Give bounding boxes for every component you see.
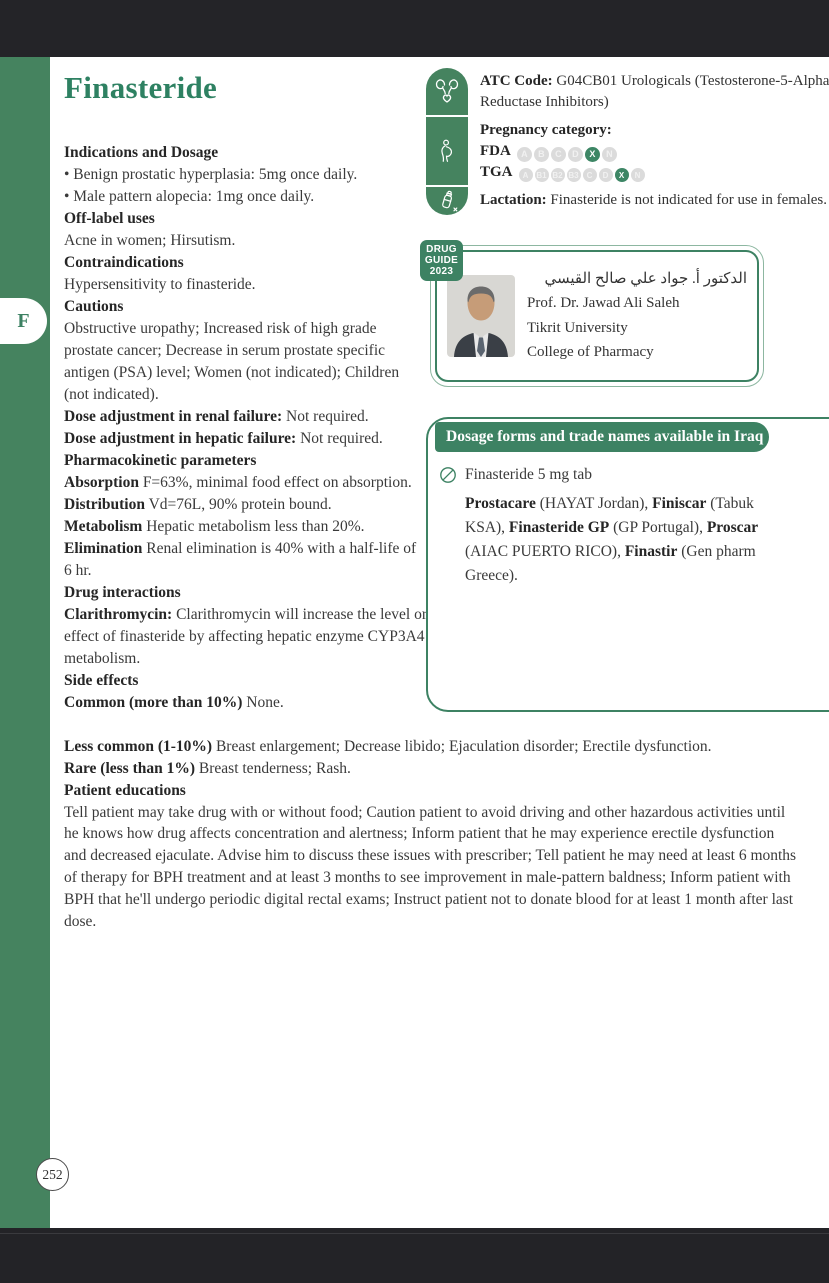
tga-category-d: D [599, 168, 613, 182]
metabolism-line [64, 516, 427, 538]
two-column-area [64, 72, 829, 736]
trade-supplier-1: (HAYAT Jordan), [535, 494, 653, 512]
indication-line-2: • Male pattern alopecia: 1mg once daily. [64, 187, 315, 205]
trade-supplier-5: (Gen pharm Greece). [465, 542, 756, 584]
badge-line-1: DRUG [426, 243, 457, 255]
pregnancy-heading: Pregnancy category: [480, 121, 612, 138]
lactation-block [480, 187, 829, 215]
pregnant-woman-icon [426, 117, 468, 185]
dosage-forms-box [426, 417, 829, 712]
metabolism-value: Hepatic metabolism less than 20%. [142, 517, 365, 535]
tga-category-row [480, 162, 829, 183]
author-details [527, 267, 747, 365]
elimination-value: Renal elimination is 40% with a half-life of 6 hr. [64, 539, 417, 579]
alphabet-tab-letter: F [17, 309, 30, 332]
trade-brand-3: Finasteride GP [508, 518, 610, 536]
tga-category-b2: B2 [551, 168, 565, 182]
renal-adjustment-label: Dose adjustment in renal failure: [64, 407, 283, 425]
fda-label: FDA [480, 142, 511, 159]
fda-category-row [480, 141, 829, 162]
tablet-icon [439, 466, 457, 484]
trade-brand-4: Proscar [706, 518, 759, 536]
tga-label: TGA [480, 163, 513, 180]
clarithromycin-label: Clarithromycin: [64, 605, 173, 623]
author-name-arabic: الدكتور أ. جواد علي صالح القيسي [544, 270, 747, 287]
fda-category-c: C [551, 147, 566, 162]
badge-line-3: 2023 [429, 265, 454, 277]
page-number: 252 [42, 1166, 63, 1182]
trade-names-paragraph [465, 492, 775, 588]
rare-label: Rare (less than 1%) [64, 759, 196, 777]
trade-supplier-3: (GP Portugal), [609, 518, 707, 536]
tga-category-b1: B1 [535, 168, 549, 182]
kidneys-icon [426, 68, 468, 115]
trade-brand-5: Finastir [624, 542, 678, 560]
author-profile-card-inner [435, 250, 759, 382]
common-side-effects-line [64, 692, 427, 714]
section-heading-indications: Indications and Dosage [64, 143, 219, 161]
distribution-line [64, 494, 427, 516]
page-title: Finasteride [64, 70, 218, 105]
section-heading-side-effects: Side effects [64, 671, 139, 689]
rare-value: Breast tenderness; Rash. [195, 759, 351, 777]
drug-info-grid [426, 68, 829, 215]
less-common-value: Breast enlargement; Decrease libido; Ejaculation disorder; Erectile dysfunction. [212, 737, 712, 755]
absorption-label: Absorption [64, 473, 139, 491]
atc-code-label: ATC Code: [480, 72, 553, 89]
dosage-item-name: Finasteride 5 mg tab [465, 465, 592, 483]
hepatic-adjustment-label: Dose adjustment in hepatic failure: [64, 429, 297, 447]
indication-line-1: • Benign prostatic hyperplasia: 5mg once daily. [64, 165, 358, 183]
dosage-forms-header: Dosage forms and trade names available in Iraq [435, 422, 769, 452]
fda-category-a: A [517, 147, 532, 162]
tga-category-b3: B3 [567, 168, 581, 182]
section-heading-pharmacokinetics: Pharmacokinetic parameters [64, 451, 257, 469]
tga-category-x-active: X [615, 168, 629, 182]
absorption-value: F=63%, minimal food effect on absorption. [138, 473, 412, 491]
cautions-text: Obstructive uropathy; Increased risk of high grade prostate cancer; Decrease in serum prostate specific antigen (PSA) level; Women (not indicated); Children (not indicated). [64, 319, 400, 403]
distribution-label: Distribution [64, 495, 145, 513]
atc-code-block [480, 68, 829, 117]
section-heading-patient-educations: Patient educations [64, 781, 186, 799]
page-content [64, 70, 829, 932]
elimination-line [64, 538, 427, 582]
rare-side-effects-line [64, 758, 798, 780]
baby-bottle-icon [426, 187, 468, 215]
trade-supplier-2: (Tabuk KSA), [465, 494, 754, 536]
author-profile-card [430, 245, 764, 387]
tga-category-c: C [583, 168, 597, 182]
badge-line-2: GUIDE [424, 254, 459, 266]
renal-adjustment-line [64, 406, 427, 428]
common-side-effects-label: Common (more than 10%) [64, 693, 243, 711]
bottom-black-bar [0, 1228, 829, 1283]
atc-code-value: G04CB01 Urologicals (Testosterone-5-Alpha Reductase Inhibitors) [480, 72, 829, 110]
absorption-line [64, 472, 427, 494]
page-number-badge [36, 1158, 69, 1191]
lactation-label: Lactation: [480, 191, 547, 208]
less-common-label: Less common (1-10%) [64, 737, 213, 755]
fda-category-n: N [602, 147, 617, 162]
drug-guide-2023-badge [420, 240, 463, 281]
lactation-value: Finasteride is not indicated for use in females. [546, 191, 828, 208]
contraindications-text: Hypersensitivity to finasteride. [64, 275, 256, 293]
right-column [424, 68, 829, 584]
top-black-bar [0, 0, 829, 57]
author-college: College of Pharmacy [527, 344, 654, 361]
tga-category-a: A [519, 168, 533, 182]
author-name-english: Prof. Dr. Jawad Ali Saleh [527, 295, 680, 312]
distribution-value: Vd=76L, 90% protein bound. [144, 495, 332, 513]
tga-category-n: N [631, 168, 645, 182]
hepatic-adjustment-value: Not required. [296, 429, 383, 447]
common-side-effects-value: None. [242, 693, 284, 711]
trade-supplier-4: (AIAC PUERTO RICO), [465, 542, 625, 560]
section-heading-interactions: Drug interactions [64, 583, 181, 601]
fda-category-b: B [534, 147, 549, 162]
fda-category-x-active: X [585, 147, 600, 162]
elimination-label: Elimination [64, 539, 143, 557]
clarithromycin-value: Clarithromycin will increase the level or effect of finasteride by affecting hepatic enzyme CYP3A4 metabolism. [64, 605, 428, 667]
hepatic-adjustment-line [64, 428, 427, 450]
less-common-side-effects-line [64, 736, 798, 758]
fda-category-d: D [568, 147, 583, 162]
section-heading-cautions: Cautions [64, 297, 124, 315]
trade-brand-1: Prostacare [465, 494, 536, 512]
section-heading-offlabel: Off-label uses [64, 209, 155, 227]
patient-educations-text: Tell patient may take drug with or without food; Caution patient to avoid driving and other hazardous activities until he knows how drug affects concentration and alertness; Inform patient that he may experience erectile dysfunction and decreased ejaculate. Advise him to discuss these issues with prescriber; Tell patient he may need at least 6 months of therapy for BPH treatment and at least 3 months to see improvement in male-pattern baldness; Inform patient with BPH that he'll undergo periodic digital rectal exams; Instruct patient not to donate blood for at least 1 month after last dose. [64, 803, 797, 930]
author-photo [447, 275, 515, 357]
offlabel-text: Acne in women; Hirsutism. [64, 231, 236, 249]
bottom-full-width-section [64, 736, 798, 933]
dosage-item-row [439, 466, 592, 484]
author-university: Tikrit University [527, 319, 628, 336]
metabolism-label: Metabolism [64, 517, 143, 535]
section-heading-contraindications: Contraindications [64, 253, 184, 271]
trade-brand-2: Finiscar [652, 494, 707, 512]
pregnancy-category-block [480, 117, 829, 187]
clarithromycin-line [64, 604, 427, 670]
alphabet-tab [0, 298, 47, 344]
left-column [64, 142, 427, 714]
renal-adjustment-value: Not required. [282, 407, 369, 425]
left-green-stripe [0, 57, 50, 1228]
